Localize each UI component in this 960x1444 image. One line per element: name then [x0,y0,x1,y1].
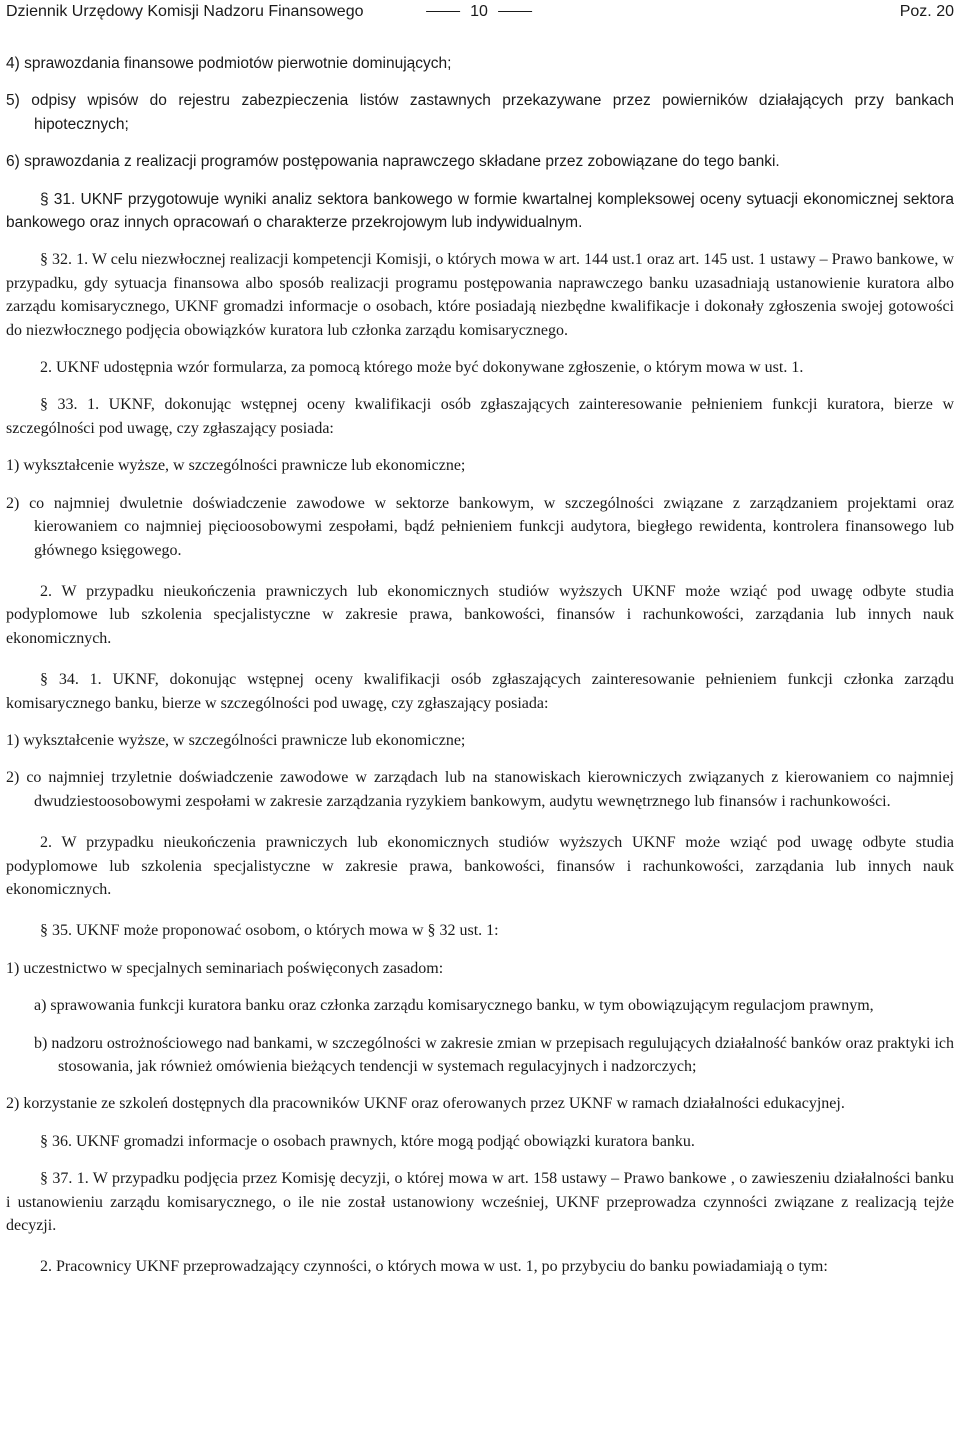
section-37-2: 2. Pracownicy UKNF przeprowadzający czynności, o których mowa w ust. 1, po przybyciu do banku powiadamiają o tym: [40,1258,828,1276]
document-body [6,52,954,1279]
section-35-item-2: 2) korzystanie ze szkoleń dostępnych dla pracowników UKNF oraz oferowanych przez UKNF w ramach działalności edukacyjnej. [6,1095,845,1113]
list-item-4: 4) sprawozdania finansowe podmiotów pierwotnie dominujących; [6,55,452,72]
section-34-1: § 34. 1. UKNF, dokonując wstępnej oceny kwalifikacji osób zgłaszających zainteresowanie pełnieniem funkcji członka zarządu komisarycznego banku, bierze w szczególności pod uwagę, czy zgłaszający posiada: [6,671,954,712]
section-34-1-item-1: 1) wykształcenie wyższe, w szczególności prawnicze lub ekonomiczne; [6,731,466,749]
section-33-1: § 33. 1. UKNF, dokonując wstępnej oceny kwalifikacji osób zgłaszających zainteresowanie pełnieniem funkcji kuratora, bierze w szczególności pod uwagę, czy zgłaszający posiada: [6,396,954,437]
section-34-1-item-2: 2) co najmniej trzyletnie doświadczenie zawodowe w zarządach lub na stanowiskach kierowniczych związanych z kierowaniem co najmniej dwudziestoosobowymi zespołami w zakresie zarządzania ryzykiem bankowym, audytu wewnętrznego lub finansów i rachunkowości. [6,769,954,810]
page-number: 10 [416,0,542,24]
journal-title: Dziennik Urzędowy Komisji Nadzoru Finansowego [6,3,364,20]
section-35-item-1a: a) sprawowania funkcji kuratora banku oraz członka zarządu komisarycznego banku, w tym obowiązującym regulacjom prawnym, [34,997,874,1015]
section-32-2: 2. UKNF udostępnia wzór formularza, za pomocą którego może być dokonywane zgłoszenie, o którym mowa w ust. 1. [40,359,804,377]
section-35-item-1b: b) nadzoru ostrożnościowego nad bankami, w szczególności w zakresie zmian w przepisach regulujących działalność banków oraz praktyki ich stosowania, jak również omówienia bieżących tendencji w systemach regulacyjnych i nadzorczych; [34,1034,954,1075]
section-33-1-item-2: 2) co najmniej dwuletnie doświadczenie zawodowe w sektorze bankowym, w szczególności związane z zarządzaniem projektami oraz kierowaniem co najmniej pięcioosobowymi zespołami, bądź pełnieniem funkcji audytora, biegłego rewidenta, kontrolera finansowego lub głównego księgowego. [6,494,954,559]
section-34-2: 2. W przypadku nieukończenia prawniczych lub ekonomicznych studiów wyższych UKNF może wziąć pod uwagę odbyte studia podyplomowe lub szkolenia specjalistyczne w zakresie prawa, bankowości, finansów i rachunkowości, zarządania lub innych nauk ekonomicznych. [6,834,954,898]
section-37-1: § 37. 1. W przypadku podjęcia przez Komisję decyzji, o której mowa w art. 158 ustawy – Prawo bankowe , o zawieszeniu działalności banku i ustanowieniu zarządu komisarycznego, o ile nie został ustanowiony wcześniej, UKNF przeprowadza czynności związane z realizacją tejże decyzji. [6,1170,954,1235]
position-number: Poz. 20 [899,3,954,20]
section-33-2: 2. W przypadku nieukończenia prawniczych lub ekonomicznych studiów wyższych UKNF może wziąć pod uwagę odbyte studia podyplomowe lub szkolenia specjalistyczne w zakresie prawa, bankowości, finansów i rachunkowości, zarządania lub innych nauk ekonomicznych. [6,582,954,647]
section-32-1: § 32. 1. W celu niezwłocznej realizacji kompetencji Komisji, o których mowa w art. 144 ust.1 oraz art. 145 ust. 1 ustawy – Prawo bankowe, w przypadku, gdy sytuacja finansowa albo sposób realizacji programu postępowania naprawczego banku uzasadniają ustanowienie kuratora albo zarządu komisarycznego, UKNF gromadzi informacje o osobach, które posiadają niezbędne kwalifikacje i dokonały zgłoszenia swojej gotowości do niezwłocznego podjęcia obowiązków kuratora lub członka zarządu komisarycznego. [6,251,954,339]
section-35: § 35. UKNF może proponować osobom, o których mowa w § 32 ust. 1: [40,922,499,940]
list-item-6: 6) sprawozdania z realizacji programów postępowania naprawczego składane przez zobowiązane do tego banki. [6,153,780,171]
section-31: § 31. UKNF przygotowuje wyniki analiz sektora bankowego w formie kwartalnej kompleksowej oceny sytuacji ekonomicznej sektora bankowego oraz innych opracowań o charakterze przekrojowym lub indywidualnym. [6,190,954,232]
section-36: § 36. UKNF gromadzi informacje o osobach prawnych, które mogą podjąć obowiązki kuratora banku. [40,1132,695,1150]
section-35-item-1: 1) uczestnictwo w specjalnych seminariach poświęconych zasadom: [6,959,444,977]
list-item-5: 5) odpisy wpisów do rejestru zabezpieczenia listów zastawnych przekazywane przez powierników działających przy bankach hipotecznych; [6,92,954,133]
section-33-1-item-1: 1) wykształcenie wyższe, w szczególności prawnicze lub ekonomiczne; [6,457,466,475]
page-header [6,0,954,24]
